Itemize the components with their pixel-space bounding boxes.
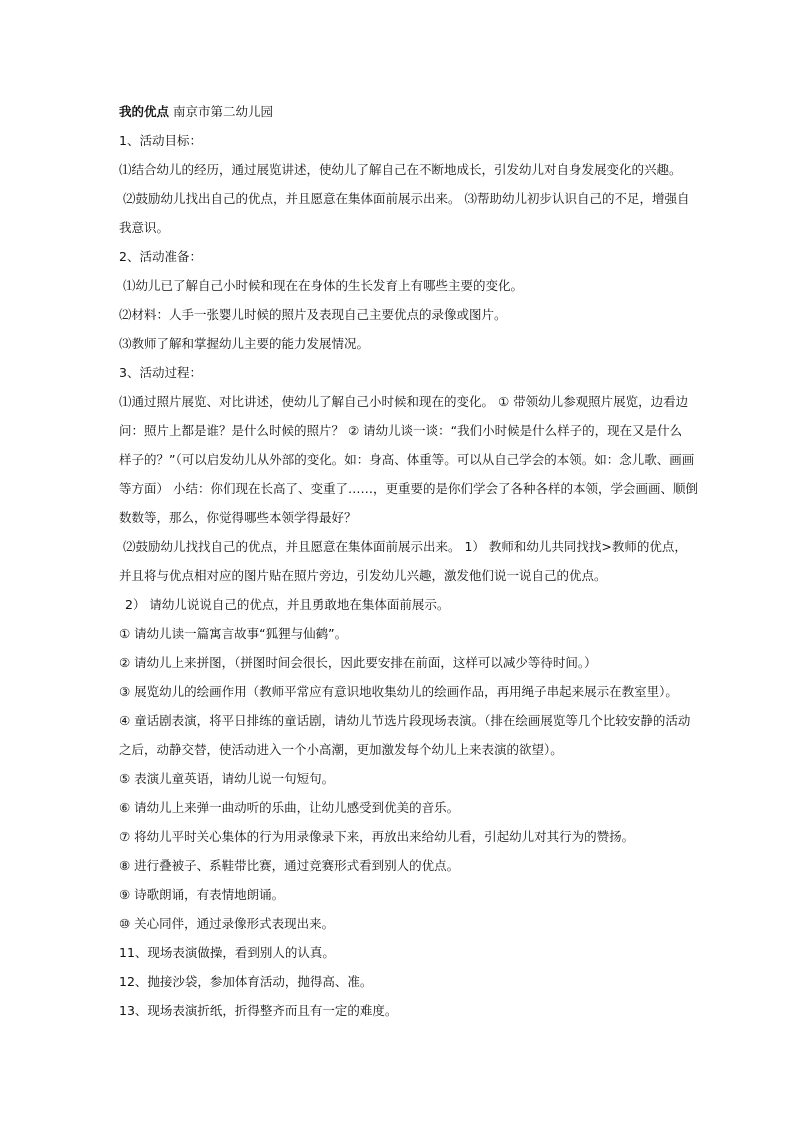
- paragraph-line: 并且将与优点相对应的图片贴在照片旁边，引发幼儿兴趣，激发他们说一说自己的优点。: [119, 568, 607, 583]
- list-item: ③ 展览幼儿的绘画作用（教师平常应有意识地收集幼儿的绘画作品，再用绳子串起来展示在教室里）。: [119, 684, 678, 699]
- list-item: ⑦ 将幼儿平时关心集体的行为用录像录下来，再放出来给幼儿看，引起幼儿对其行为的赞扬。: [119, 829, 635, 844]
- list-item: ⑩ 关心同伴，通过录像形式表现出来。: [119, 916, 335, 931]
- paragraph-line: ⑵材料：人手一张婴儿时候的照片及表现自己主要优点的录像或图片。: [119, 307, 507, 322]
- section-heading-process: 3、活动过程：: [119, 365, 202, 380]
- paragraph-line: ⑵鼓励幼儿找找自己的优点，并且愿意在集体面前展示出来。 1） 教师和幼儿共同找找>教师的优点，: [123, 539, 687, 554]
- paragraph-line: 样子的？”（可以启发幼儿从外部的变化。如：身高、体重等。可以从自己学会的本领。如：念儿歌、画画: [119, 452, 695, 467]
- paragraph-line: 数数等，那么，你觉得哪些本领学得最好？: [119, 510, 357, 525]
- doc-title-school: 南京市第二幼儿园: [169, 104, 273, 119]
- list-item: 13、现场表演折纸，折得整齐而且有一定的难度。: [119, 1003, 398, 1018]
- paragraph-line: ⑵鼓励幼儿找出自己的优点，并且愿意在集体面前展示出来。 ⑶帮助幼儿初步认识自己的不足，增强自: [123, 191, 690, 206]
- list-item: ② 请幼儿上来拼图，（拼图时间会很长，因此要安排在前面，这样可以减少等待时间。）: [119, 655, 597, 670]
- list-item: 11、现场表演做操，看到别人的认真。: [119, 945, 335, 960]
- document-page: [119, 97, 698, 1025]
- section-heading-goals: 1、活动目标：: [119, 133, 202, 148]
- doc-title-bold: 我的优点: [119, 104, 170, 119]
- section-heading-preparation: 2、活动准备：: [119, 249, 202, 264]
- paragraph-line: ⑴结合幼儿的经历，通过展览讲述，使幼儿了解自己在不断地成长，引发幼儿对自身发展变化的兴趣。: [119, 162, 682, 177]
- paragraph-line: 我意识。: [119, 220, 170, 235]
- list-item: ⑧ 进行叠被子、系鞋带比赛，通过竞赛形式看到别人的优点。: [119, 858, 460, 873]
- list-item: ⑥ 请幼儿上来弹一曲动听的乐曲，让幼儿感受到优美的音乐。: [119, 800, 460, 815]
- list-item: 12、抛接沙袋，参加体育活动，抛得高、准。: [119, 974, 373, 989]
- paragraph-line: 2） 请幼儿说说自己的优点，并且勇敢地在集体面前展示。: [125, 597, 450, 612]
- doc-title: [119, 97, 679, 126]
- paragraph-line: ⑴幼儿已了解自己小时候和现在在身体的生长发育上有哪些主要的变化。: [123, 278, 524, 293]
- list-item: ④ 童话剧表演，将平日排练的童话剧，请幼儿节选片段现场表演。（排在绘画展览等几个比较安静的活动: [119, 713, 691, 728]
- paragraph-line: 问：照片上都是谁？是什么时候的照片？ ② 请幼儿谈一谈：“我们小时候是什么样子的，现在又是什么: [119, 423, 683, 438]
- paragraph-line: 之后，动静交替，使活动进入一个小高潮，更加激发每个幼儿上来表演的欲望）。: [119, 742, 563, 757]
- list-item: ⑨ 诗歌朗诵，有表情地朗诵。: [119, 887, 285, 902]
- paragraph-line: ⑴通过照片展览、对比讲述，使幼儿了解自己小时候和现在的变化。 ① 带领幼儿参观照片展览，边看边: [119, 394, 689, 409]
- paragraph-line: 等方面） 小结：你们现在长高了、变重了……，更重要的是你们学会了各种各样的本领，学会画画、顺倒: [119, 481, 698, 496]
- list-item: ⑤ 表演儿童英语，请幼儿说一句短句。: [119, 771, 335, 786]
- paragraph-line: ⑶教师了解和掌握幼儿主要的能力发展情况。: [119, 336, 370, 351]
- list-item: ① 请幼儿读一篇寓言故事“狐狸与仙鹤”。: [119, 626, 348, 641]
